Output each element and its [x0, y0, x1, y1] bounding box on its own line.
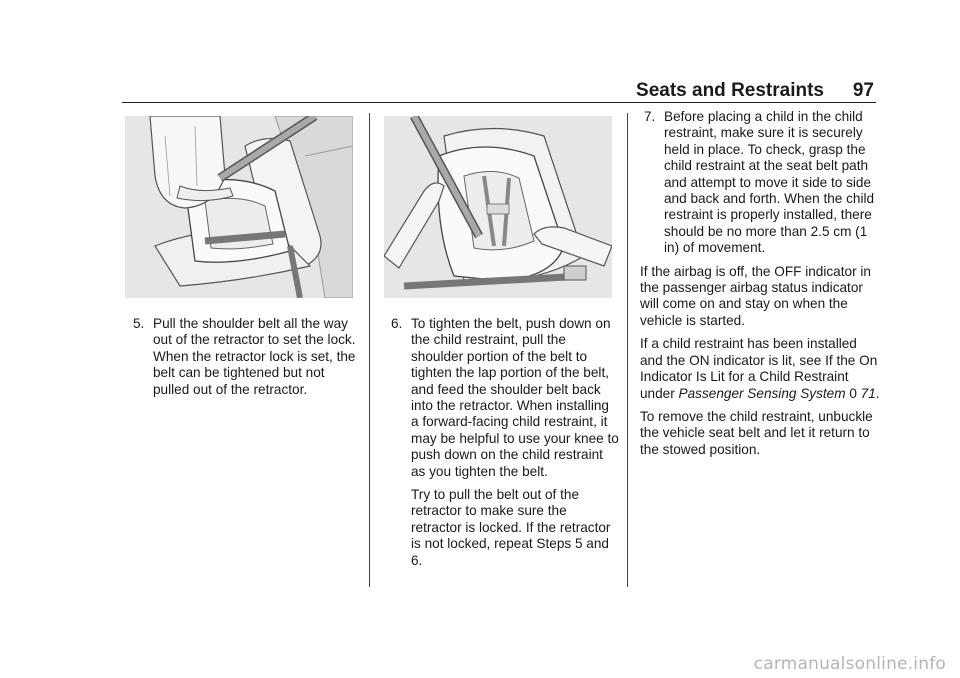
- step-7: [640, 109, 880, 257]
- step-text: Before placing a child in the child restraint, make sure it is securely held in place. To check, grasp the child restraint at the seat belt path and attempt to move it side to side and back and forth. When the child restraint is properly installed, there should be no more than 2.5 cm (1 in) of movement.: [664, 109, 875, 256]
- column-divider-2: [627, 113, 628, 587]
- column-1-text: [129, 316, 359, 398]
- on-indicator-text: If a child restraint has been installed and the ON indicator is lit, see If the On Indicator Is Lit for a Child Restraint under: [640, 336, 878, 401]
- step-followup-text: Try to pull the belt out of the retractor to make sure the retractor is locked. If the retractor is not locked, repeat Steps 5 and 6.: [411, 487, 611, 568]
- column-2-text: [387, 316, 619, 569]
- step-6: [387, 316, 619, 569]
- column-3-text: [640, 109, 880, 465]
- passenger-sensing-link[interactable]: Passenger Sensing System 0 71: [678, 385, 876, 401]
- step-number: 5.: [133, 316, 145, 331]
- paragraph-remove: To remove the child restraint, unbuckle the vehicle seat belt and let it return to the stowed position.: [640, 408, 873, 457]
- paragraph-on-indicator: If a child restraint has been installed and the ON indicator is lit, see If the On Indicator Is Lit for a Child Restraint under Passenger Sensing System 0 71.: [640, 336, 880, 401]
- paragraph-airbag-off: If the airbag is off, the OFF indicator in the passenger airbag status indicator will come on and stay on when the vehicle is started.: [640, 263, 871, 328]
- page-header: [122, 80, 876, 103]
- step-number: 6.: [391, 316, 403, 331]
- section-title: Seats and Restraints: [636, 80, 824, 101]
- step-number: 7.: [644, 109, 656, 124]
- column-divider-1: [369, 113, 370, 587]
- page-number: 97: [852, 80, 874, 101]
- step-text: To tighten the belt, push down on the child restraint, pull the shoulder portion of the belt to tighten the lap portion of the belt, and feed the shoulder belt back into the retractor. When installing a forward-facing child restraint, it may be helpful to use your knee to push down on the child restraint as you tighten the belt.: [411, 316, 619, 479]
- page-ref-number: 71: [860, 385, 876, 401]
- step-5: [129, 316, 359, 398]
- figure-tighten-belt: [384, 116, 612, 298]
- step-text: Pull the shoulder belt all the way out of the retractor to set the lock. When the retractor lock is set, the belt can be tightened but not pulled out of the retractor.: [153, 316, 356, 397]
- figure-pull-belt: [125, 116, 353, 298]
- watermark: carmanualsonline.info: [753, 654, 946, 674]
- page-ref-arrow-icon: 0: [849, 385, 857, 401]
